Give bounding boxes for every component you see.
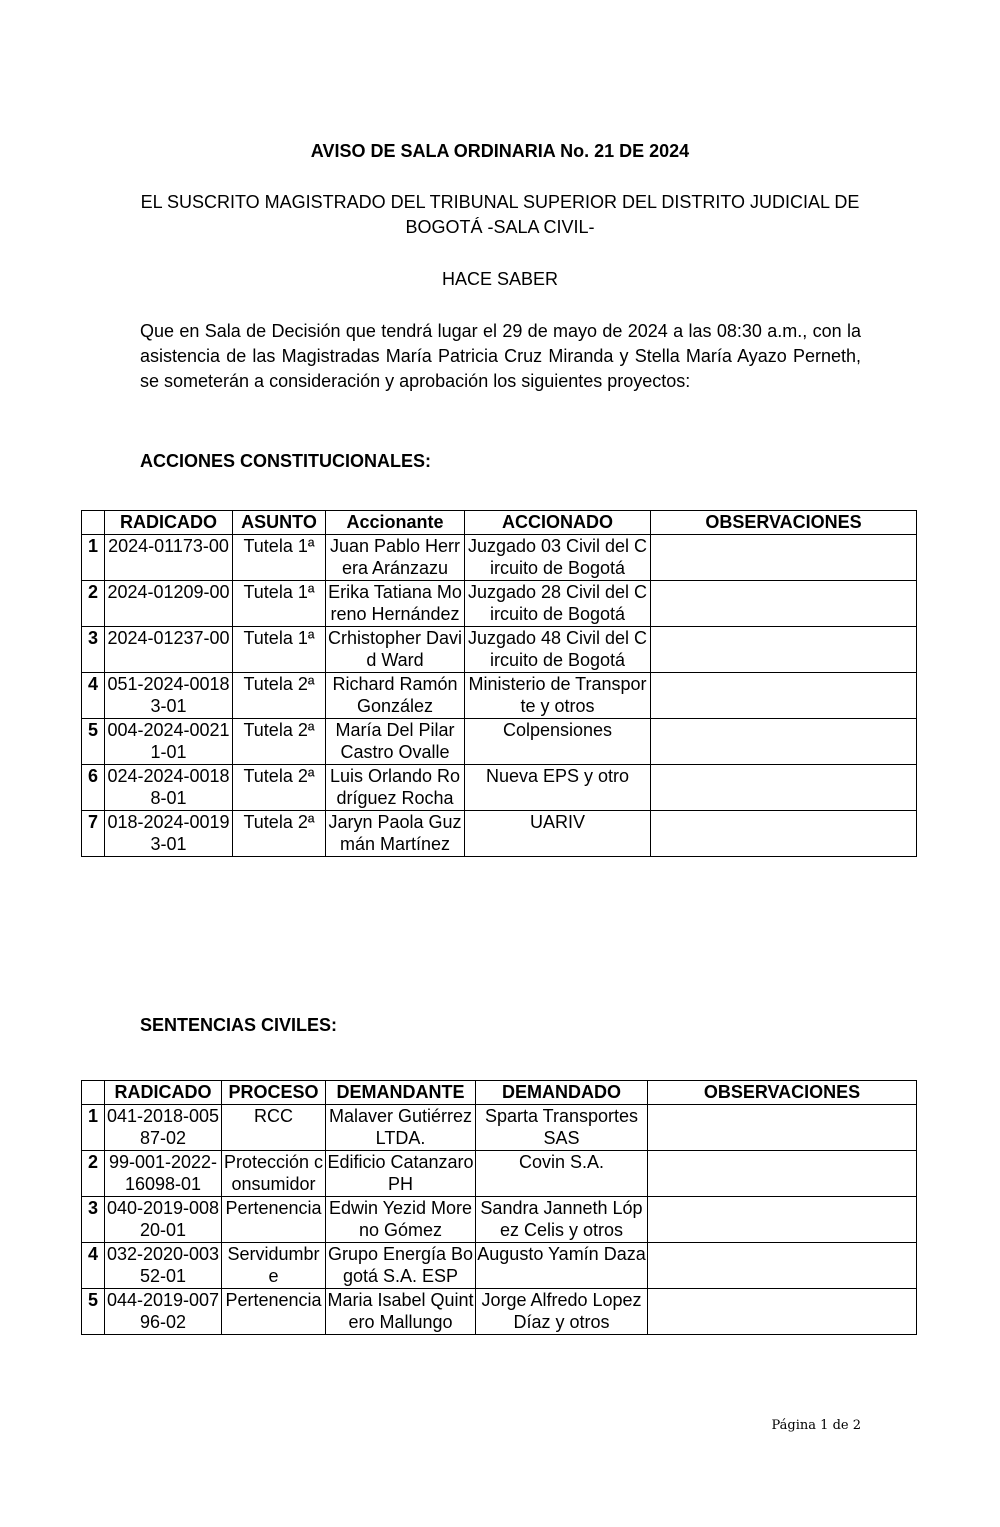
column-header: Accionante: [326, 511, 465, 535]
row-number: 5: [82, 718, 105, 764]
acciones-table-header: [82, 511, 917, 535]
intro-paragraph: Que en Sala de Decisión que tendrá lugar el 29 de mayo de 2024 a las 08:30 a.m., con la asistencia de las Magistradas María Patricia Cruz Miranda y Stella María Ayazo Perneth, se someterán a consideración y aprobación los siguientes proyectos:: [140, 321, 861, 391]
table-row: [82, 1196, 917, 1242]
column-header: ACCIONADO: [465, 511, 651, 535]
table-row: [82, 534, 917, 580]
table-row: [82, 1150, 917, 1196]
table-row: [82, 764, 917, 810]
table-cell: [648, 1242, 917, 1288]
acciones-table-body: [82, 534, 917, 856]
table-header-row: [82, 1081, 917, 1105]
column-header: [82, 511, 105, 535]
hace-saber-label: HACE SABER: [441, 269, 559, 289]
table-cell: Tutela 1ª: [233, 580, 326, 626]
table-cell: Tutela 2ª: [233, 672, 326, 718]
table-cell: 024-2024-00188-01: [105, 764, 233, 810]
row-number: 7: [82, 810, 105, 856]
table-cell: Juzgado 03 Civil del Circuito de Bogotá: [465, 534, 651, 580]
row-number: 1: [82, 534, 105, 580]
column-header: ASUNTO: [233, 511, 326, 535]
table-cell: Tutela 2ª: [233, 764, 326, 810]
table-cell: Colpensiones: [465, 718, 651, 764]
table-cell: Juzgado 28 Civil del Circuito de Bogotá: [465, 580, 651, 626]
table-row: [82, 580, 917, 626]
table-cell: 041-2018-00587-02: [105, 1104, 222, 1150]
table-row: [82, 626, 917, 672]
table-cell: Edwin Yezid Moreno Gómez: [326, 1196, 476, 1242]
column-header: RADICADO: [105, 511, 233, 535]
table-cell: Sandra Janneth López Celis y otros: [476, 1196, 648, 1242]
table-cell: [648, 1104, 917, 1150]
column-header: [82, 1081, 105, 1105]
table-cell: Grupo Energía Bogotá S.A. ESP: [326, 1242, 476, 1288]
table-cell: Maria Isabel Quintero Mallungo: [327, 1289, 474, 1332]
row-number: 4: [82, 672, 105, 718]
table-row: [82, 718, 917, 764]
table-cell: Crhistopher David Ward: [326, 626, 465, 672]
table-cell: Protección consumidor: [222, 1150, 326, 1196]
table-header-row: [82, 511, 917, 535]
table-cell: [648, 1196, 917, 1242]
table-row: [82, 1288, 917, 1334]
table-cell: Ministerio de Transporte y otros: [465, 672, 651, 718]
table-row: [82, 810, 917, 856]
section-heading-acciones: ACCIONES CONSTITUCIONALES:: [140, 451, 432, 471]
table-cell: [648, 1288, 917, 1334]
table-cell: [651, 718, 917, 764]
table-cell: Sparta Transportes SAS: [476, 1104, 648, 1150]
table-cell: 032-2020-00352-01: [105, 1242, 222, 1288]
acciones-table: [81, 510, 917, 857]
sentencias-table-body: [82, 1104, 917, 1334]
table-cell: 2024-01237-00: [105, 626, 233, 672]
row-number: 3: [82, 1196, 105, 1242]
table-row: [82, 1242, 917, 1288]
sentencias-table-header: [82, 1081, 917, 1105]
row-number: 2: [82, 580, 105, 626]
table-cell: Tutela 1ª: [233, 534, 326, 580]
table-cell: Pertenencia: [222, 1196, 326, 1242]
table-cell: RCC: [222, 1104, 326, 1150]
table-cell: Juzgado 48 Civil del Circuito de Bogotá: [465, 626, 651, 672]
table-cell: Richard Ramón González: [326, 672, 465, 718]
table-cell: [651, 764, 917, 810]
table-cell: Tutela 2ª: [233, 718, 326, 764]
table-cell: Augusto Yamín Daza: [476, 1242, 648, 1288]
column-header: RADICADO: [105, 1081, 222, 1105]
table-cell: [651, 672, 917, 718]
table-cell: Erika Tatiana Moreno Hernández: [326, 580, 465, 626]
table-cell: María Del Pilar Castro Ovalle: [326, 718, 465, 764]
table-cell: 018-2024-00193-01: [105, 810, 233, 856]
row-number: 4: [82, 1242, 105, 1288]
table-cell: Juan Pablo Herrera Aránzazu: [326, 534, 465, 580]
table-cell: 051-2024-00183-01: [105, 672, 233, 718]
table-cell: 044-2019-00796-02: [105, 1288, 222, 1334]
row-number: 6: [82, 764, 105, 810]
row-number: 1: [82, 1104, 105, 1150]
table-cell: Jaryn Paola Guzmán Martínez: [326, 810, 465, 856]
table-cell: 99-001-2022-16098-01: [105, 1150, 222, 1196]
table-cell: Nueva EPS y otro: [465, 764, 651, 810]
column-header: PROCESO: [222, 1081, 326, 1105]
table-cell: Covin S.A.: [476, 1150, 648, 1196]
table-cell: 2024-01209-00: [105, 580, 233, 626]
table-cell: [651, 810, 917, 856]
table-cell: Pertenencia: [222, 1288, 326, 1334]
table-row: [82, 672, 917, 718]
table-cell: Jorge Alfredo Lopez Díaz y otros: [476, 1288, 648, 1334]
sentencias-table: [81, 1080, 917, 1335]
column-header: DEMANDANTE: [326, 1081, 476, 1105]
page-number: Página 1 de 2: [771, 1418, 861, 1433]
table-cell: Tutela 1ª: [233, 626, 326, 672]
table-cell: Servidumbre: [222, 1242, 326, 1288]
row-number: 2: [82, 1150, 105, 1196]
table-cell: [648, 1150, 917, 1196]
table-cell: Luis Orlando Rodríguez Rocha: [326, 764, 465, 810]
notice-title: AVISO DE SALA ORDINARIA No. 21 DE 2024: [310, 141, 690, 161]
table-cell: 2024-01173-00: [105, 534, 233, 580]
table-cell: Malaver Gutiérrez LTDA.: [326, 1104, 476, 1150]
table-cell: [651, 580, 917, 626]
section-heading-sentencias: SENTENCIAS CIVILES:: [140, 1015, 338, 1035]
table-cell: Tutela 2ª: [233, 810, 326, 856]
table-cell: 004-2024-00211-01: [105, 718, 233, 764]
table-cell: [651, 626, 917, 672]
column-header: OBSERVACIONES: [648, 1081, 917, 1105]
notice-subtitle: EL SUSCRITO MAGISTRADO DEL TRIBUNAL SUPERIOR DEL DISTRITO JUDICIAL DE BOGOTÁ -SALA CIVIL-: [140, 192, 860, 237]
table-cell: UARIV: [465, 810, 651, 856]
column-header: DEMANDADO: [476, 1081, 648, 1105]
row-number: 5: [82, 1288, 105, 1334]
table-row: [82, 1104, 917, 1150]
table-cell: 040-2019-00820-01: [105, 1196, 222, 1242]
row-number: 3: [82, 626, 105, 672]
column-header: OBSERVACIONES: [651, 511, 917, 535]
table-cell: Edificio Catanzaro PH: [327, 1151, 474, 1194]
table-cell: [651, 534, 917, 580]
